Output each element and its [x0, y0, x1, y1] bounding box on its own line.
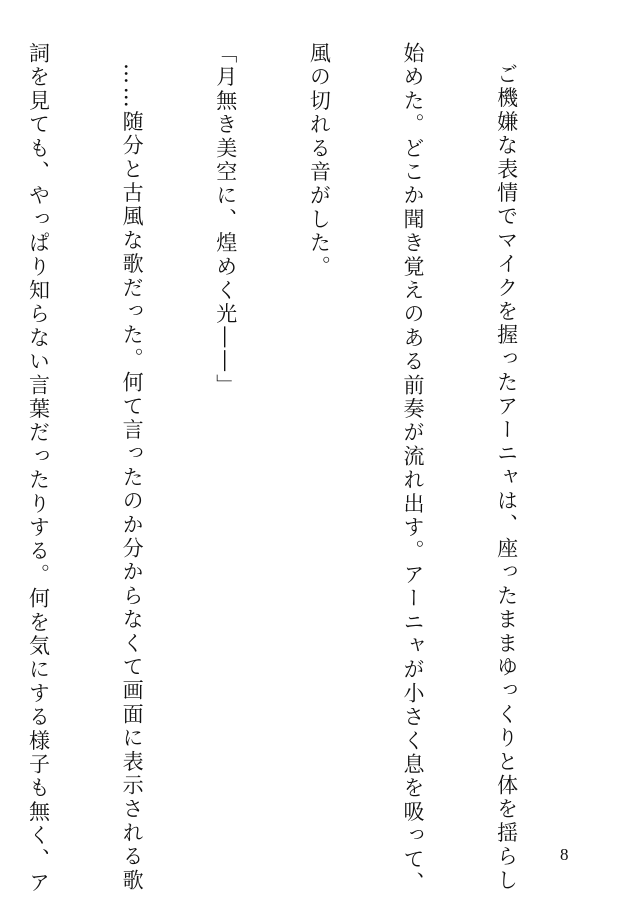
page-number: 8 — [560, 845, 569, 864]
text-line: ……随分と古風な歌だった。何て言ったのか分からなくて画面に表示される歌 — [120, 63, 145, 893]
text-line: ご機嫌な表情でマイクを握ったアーニャは、座ったままゆっくりと体を揺らし — [494, 63, 519, 893]
text-line: 風の切れる音がした。 — [307, 42, 332, 279]
text-line: 詞を見ても、やっぱり知らない言葉だったりする。何を気にする様子も無く、ア — [26, 42, 51, 896]
text-line: 始めた。どこか聞き覚えのある前奏が流れ出す。アーニャが小さく息を吸って、 — [400, 42, 425, 896]
vertical-text-body — [26, 42, 584, 896]
text-line: 「月無き美空に、煌めく光――」 — [213, 42, 238, 398]
